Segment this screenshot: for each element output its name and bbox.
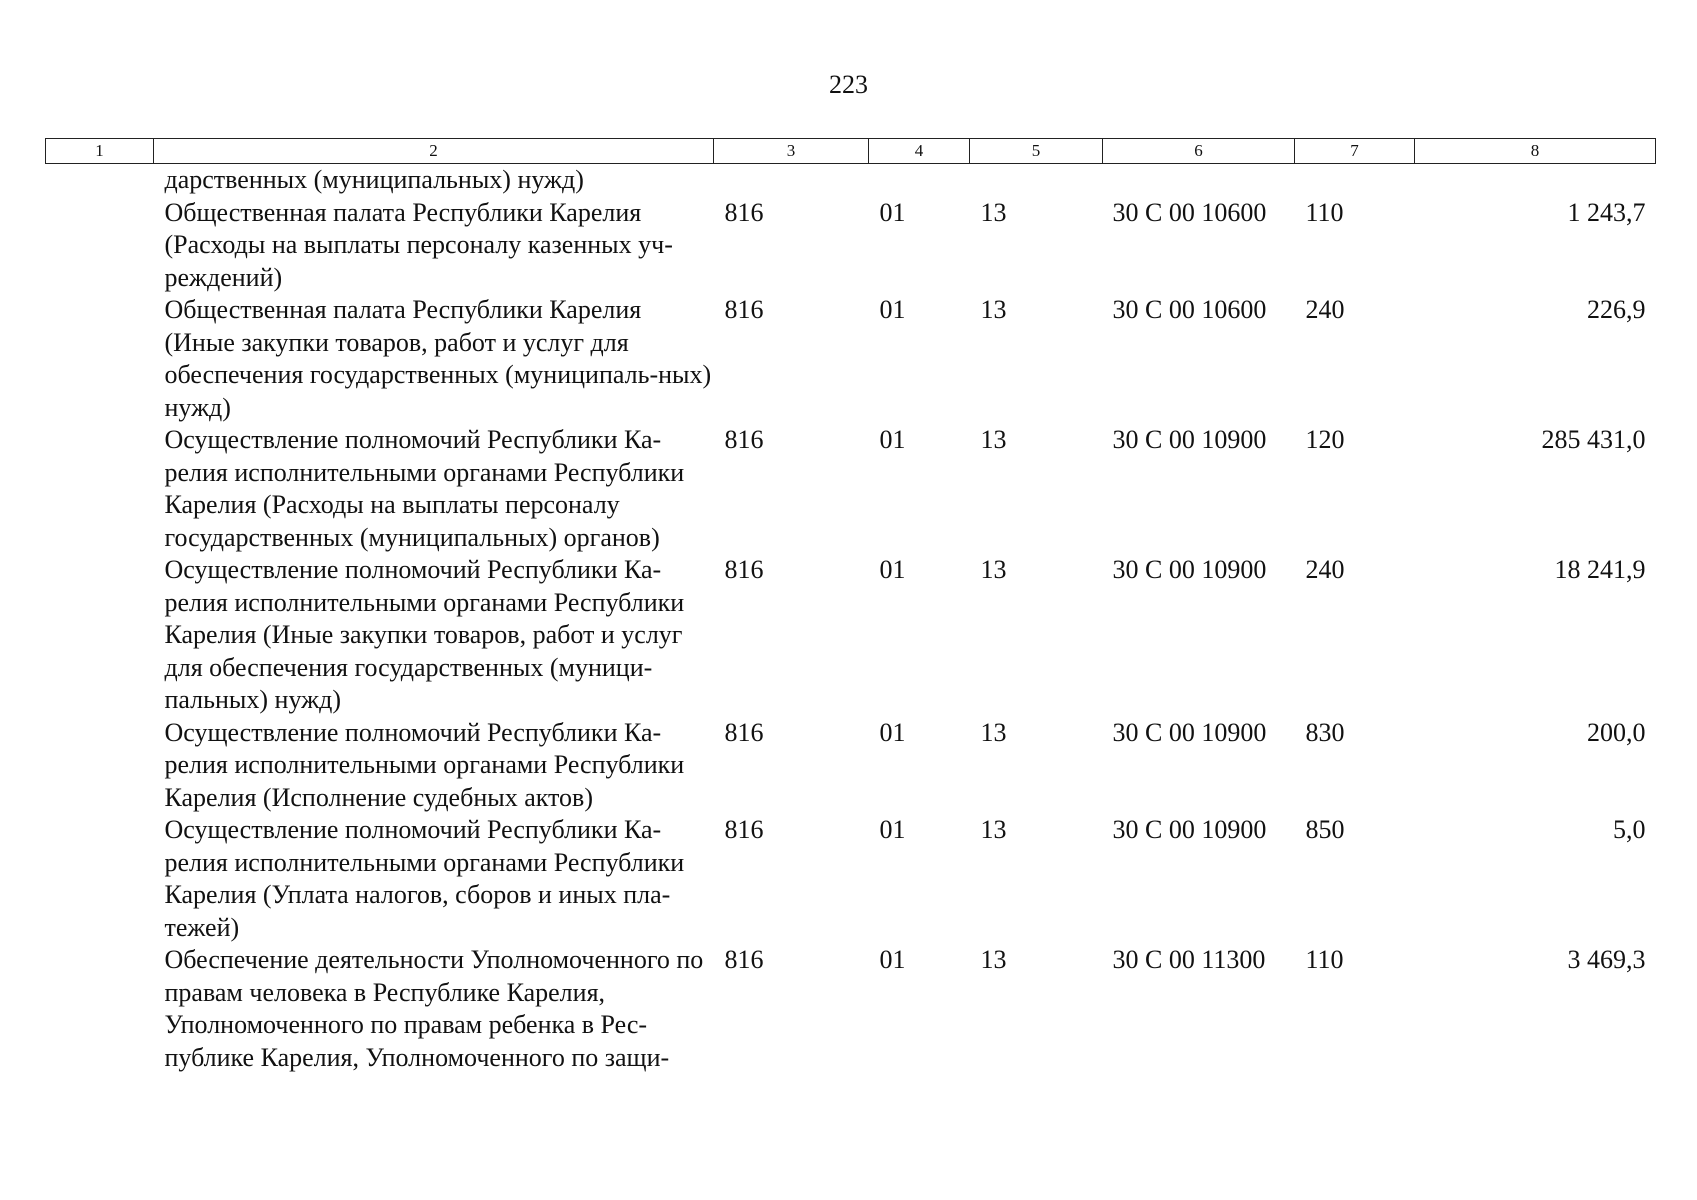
column-header-2: 2: [154, 139, 714, 164]
column-header-8: 8: [1415, 139, 1656, 164]
row-sum: 18 241,9: [1554, 555, 1646, 584]
row-target: 30 С 00 11300: [1112, 945, 1266, 974]
row-name: Обеспечение деятельности Уполномоченного по правам человека в Республике Карелия, Уполномоченного по правам ребенка в Рес-публике Карелия, Уполномоченного по защи-: [164, 945, 704, 1072]
table-row: [46, 814, 1656, 944]
row-section: 01: [879, 425, 906, 454]
row-type: 850: [1305, 815, 1345, 844]
continuation-text: дарственных (муниципальных) нужд): [164, 165, 584, 194]
table-row: [46, 424, 1656, 554]
row-subsection: 13: [980, 425, 1007, 454]
table-row: [46, 944, 1656, 1074]
row-subsection: 13: [980, 555, 1007, 584]
table-row: [46, 294, 1656, 424]
budget-table: [45, 138, 1656, 1074]
row-type: 120: [1305, 425, 1345, 454]
row-code: 816: [724, 425, 764, 454]
row-code: 816: [724, 295, 764, 324]
row-code: 816: [724, 555, 764, 584]
row-sum: 226,9: [1587, 295, 1646, 324]
row-code: 816: [724, 815, 764, 844]
row-name: Общественная палата Республики Карелия (Иные закупки товаров, работ и услуг для обеспечения государственных (муниципаль-ных) нужд): [164, 295, 712, 422]
row-subsection: 13: [980, 717, 1007, 747]
column-header-4: 4: [869, 139, 970, 164]
row-name: Осуществление полномочий Республики Ка-релия исполнительными органами Республики Карелия (Расходы на выплаты персоналу государственных (муниципальных) органов): [164, 425, 685, 552]
row-subsection: 13: [980, 815, 1007, 844]
row-target: 30 С 00 10900: [1112, 815, 1267, 844]
row-name: Общественная палата Республики Карелия (Расходы на выплаты персоналу казенных уч-реждений): [164, 197, 673, 292]
row-name: Осуществление полномочий Республики Ка-релия исполнительными органами Республики Карелия (Иные закупки товаров, работ и услуг для обеспечения государственных (муници-пальных) нужд): [164, 555, 685, 714]
row-section: 01: [879, 945, 906, 974]
row-type: 240: [1305, 295, 1345, 324]
row-code: 816: [724, 945, 764, 974]
row-type: 240: [1305, 555, 1345, 584]
row-type: 830: [1305, 717, 1345, 747]
row-type: 110: [1305, 197, 1344, 227]
row-code: 816: [724, 197, 764, 227]
row-sum: 3 469,3: [1567, 945, 1646, 974]
column-header-5: 5: [970, 139, 1103, 164]
row-sum: 285 431,0: [1541, 425, 1646, 454]
row-section: 01: [879, 555, 906, 584]
row-target: 30 С 00 10900: [1112, 555, 1267, 584]
table-row: [46, 197, 1656, 295]
row-subsection: 13: [980, 295, 1007, 324]
continuation-row: [46, 164, 1656, 197]
row-target: 30 С 00 10900: [1112, 425, 1267, 454]
row-section: 01: [879, 717, 906, 747]
column-header-6: 6: [1103, 139, 1295, 164]
column-number-row: [46, 139, 1656, 164]
column-header-7: 7: [1295, 139, 1415, 164]
row-sum: 5,0: [1613, 815, 1646, 844]
row-target: 30 С 00 10900: [1112, 717, 1267, 747]
row-name: Осуществление полномочий Республики Ка-релия исполнительными органами Республики Карелия (Исполнение судебных актов): [164, 717, 685, 812]
row-section: 01: [879, 295, 906, 324]
row-target: 30 С 00 10600: [1112, 197, 1267, 227]
column-header-1: 1: [46, 139, 154, 164]
row-section: 01: [879, 197, 906, 227]
row-code: 816: [724, 717, 764, 747]
table-row: [46, 717, 1656, 815]
row-subsection: 13: [980, 197, 1007, 227]
row-target: 30 С 00 10600: [1112, 295, 1267, 324]
row-name: Осуществление полномочий Республики Ка-релия исполнительными органами Республики Карелия (Уплата налогов, сборов и иных пла-тежей): [164, 815, 685, 942]
row-sum: 1 243,7: [1567, 197, 1646, 227]
row-section: 01: [879, 815, 906, 844]
row-type: 110: [1305, 945, 1344, 974]
row-sum: 200,0: [1587, 717, 1646, 747]
column-header-3: 3: [714, 139, 869, 164]
row-subsection: 13: [980, 945, 1007, 974]
table-row: [46, 554, 1656, 717]
page-number: 223: [829, 70, 868, 99]
